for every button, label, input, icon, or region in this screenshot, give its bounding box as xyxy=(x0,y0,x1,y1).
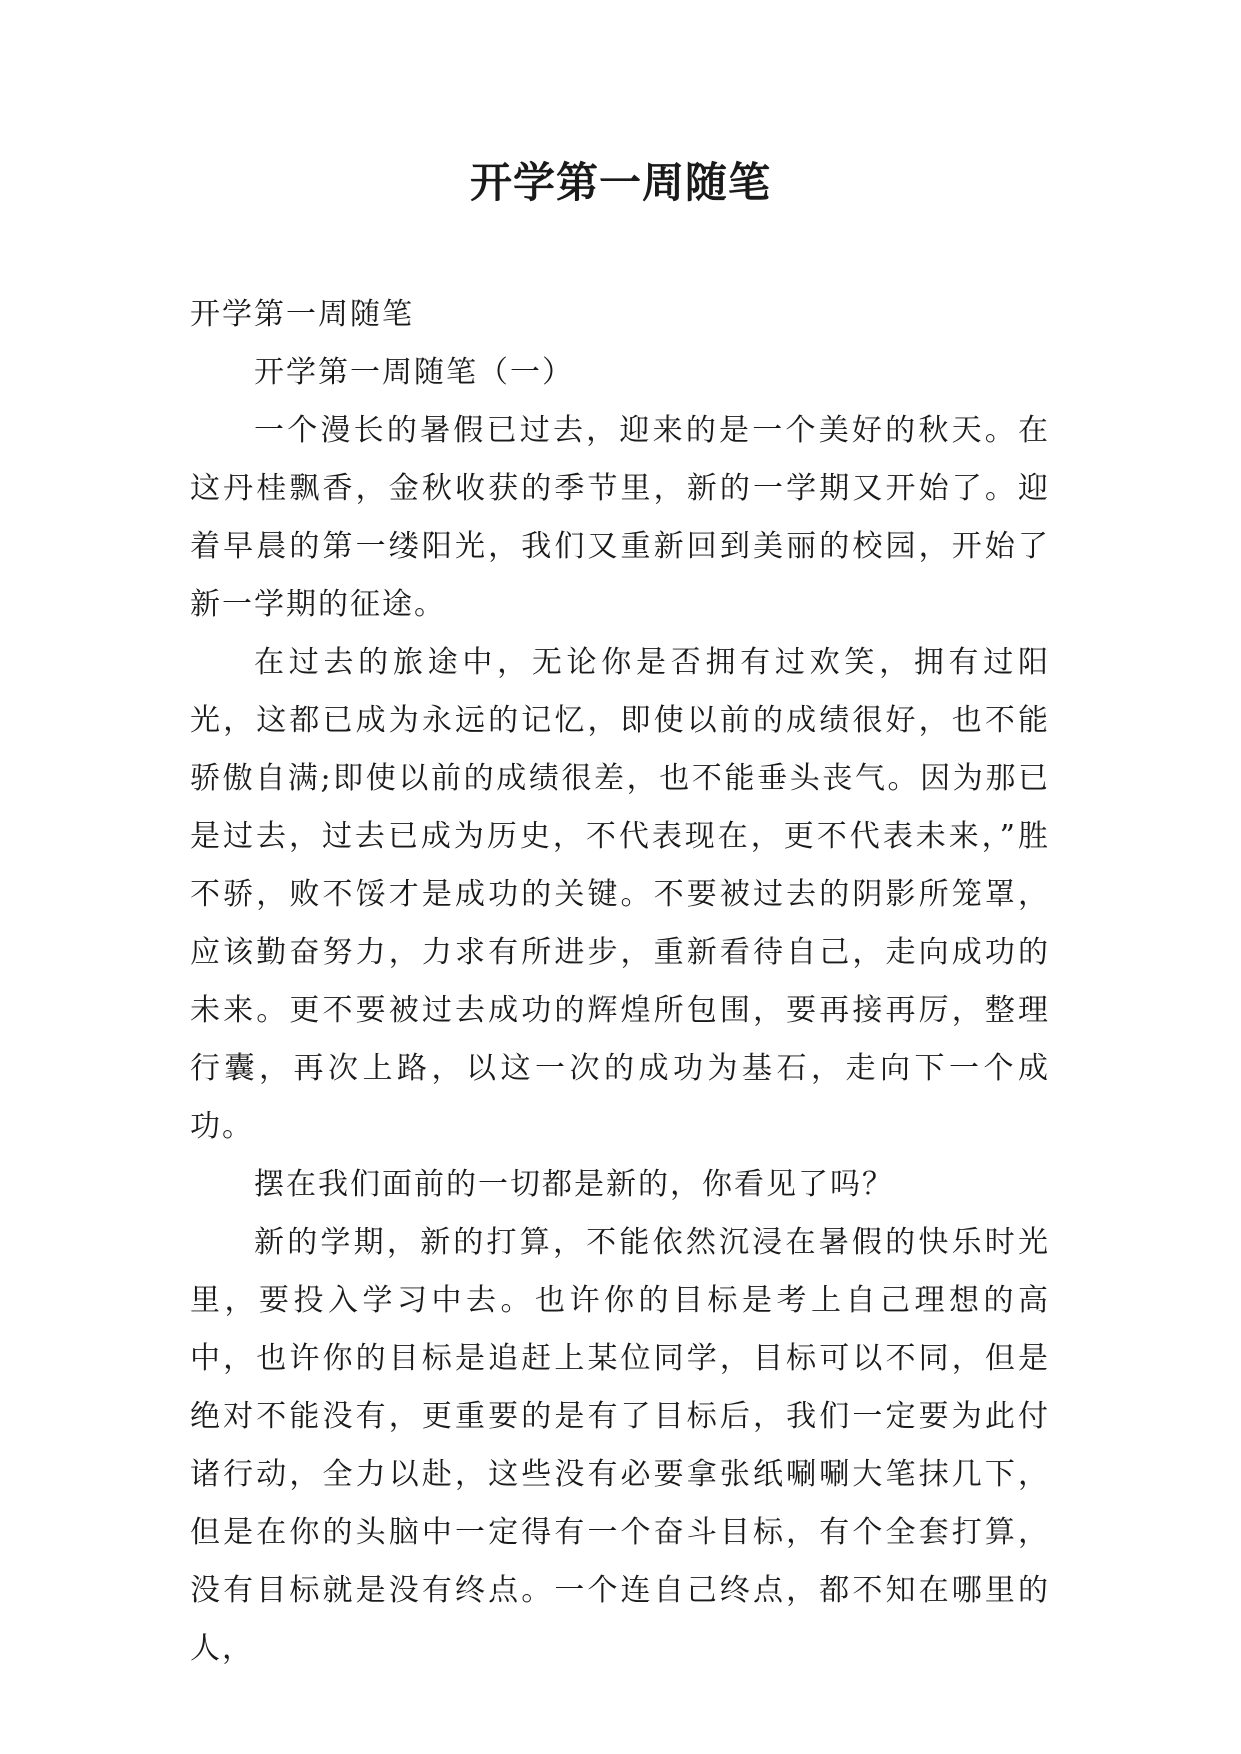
document-heading-line: 开学第一周随笔 xyxy=(190,297,414,332)
paragraph: 一个漫长的暑假已过去，迎来的是一个美好的秋天。在这丹桂飘香，金秋收获的季节里，新的一学期又开始了。迎着早晨的第一缕阳光，我们又重新回到美丽的校园，开始了新一学期的征途。 xyxy=(190,413,1050,622)
document-title: 开学第一周随笔 xyxy=(469,158,771,207)
paragraph: 在过去的旅途中，无论你是否拥有过欢笑，拥有过阳光，这都已成为永远的记忆，即使以前的成绩很好，也不能骄傲自满;即使以前的成绩很差，也不能垂头丧气。因为那已是过去，过去已成为历史，不代表现在，更不代表未来，”胜不骄，败不馁才是成功的关键。不要被过去的阴影所笼罩，应该勤奋努力，力求有所进步，重新看待自己，走向成功的未来。更不要被过去成功的辉煌所包围，要再接再厉，整理行囊，再次上路，以这一次的成功为基石，走向下一个成功。 xyxy=(190,645,1050,1144)
paragraph: 摆在我们面前的一切都是新的，你看见了吗？ xyxy=(254,1167,894,1202)
section-subtitle: 开学第一周随笔（一） xyxy=(254,355,574,390)
document-body xyxy=(190,286,1050,1678)
paragraph: 新的学期，新的打算，不能依然沉浸在暑假的快乐时光里，要投入学习中去。也许你的目标是考上自己理想的高中，也许你的目标是追赶上某位同学，目标可以不同，但是绝对不能没有，更重要的是有了目标后，我们一定要为此付诸行动，全力以赴，这些没有必要拿张纸唰唰大笔抹几下，但是在你的头脑中一定得有一个奋斗目标，有个全套打算，没有目标就是没有终点。一个连自己终点，都不知在哪里的人， xyxy=(190,1225,1050,1666)
